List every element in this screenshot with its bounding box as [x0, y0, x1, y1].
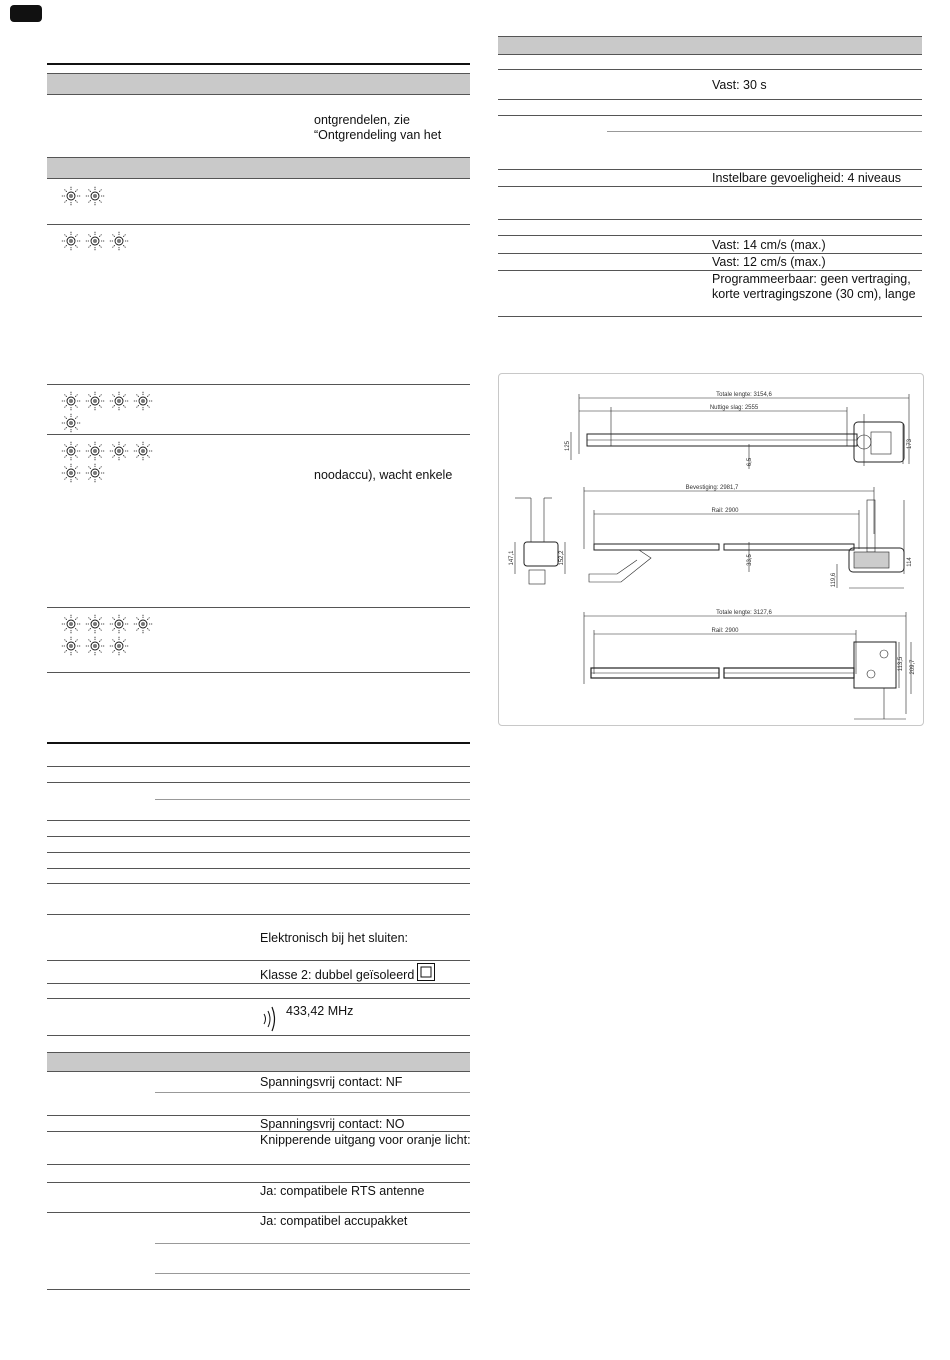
right-rule — [498, 99, 922, 100]
right-rule — [498, 186, 922, 187]
specs-rule — [47, 914, 470, 915]
led-flash-icon — [60, 185, 82, 207]
dim-119-6: 119,6 — [831, 572, 837, 588]
led-flash-icon — [132, 440, 154, 462]
dim-147-1: 147,1 — [509, 550, 515, 566]
led-flash-icon — [60, 613, 82, 635]
connections-subrule — [155, 1273, 470, 1274]
led-flash-icon — [108, 230, 130, 252]
led-table-header-band — [47, 157, 470, 179]
right-rule — [498, 253, 922, 254]
dim-rail-1: Rail: 2900 — [711, 508, 739, 514]
specs-rule — [47, 782, 470, 783]
flashing-output-text: Knipperende uitgang voor oranje licht: — [260, 1133, 471, 1147]
led-flash-icon — [108, 390, 130, 412]
right-rule — [498, 270, 922, 271]
ontgrendelen-text-2: “Ontgrendeling van het — [314, 128, 442, 142]
led-flash-icon — [108, 635, 130, 657]
row-divider — [47, 224, 470, 225]
dim-33-5: 33,5 — [747, 554, 753, 566]
led-flash-icon — [108, 440, 130, 462]
connections-subrule — [155, 1092, 470, 1093]
led-flash-icon — [60, 390, 82, 412]
dim-209-7: 209,7 — [910, 659, 916, 675]
right-rule — [498, 69, 922, 70]
dim-152-2: 152,2 — [559, 550, 565, 566]
specs-rule — [47, 998, 470, 999]
led-flash-icon — [84, 462, 106, 484]
led-flash-icon — [108, 613, 130, 635]
specs-rule — [47, 1035, 470, 1036]
connections-header-band — [47, 1052, 470, 1072]
specs-rule — [47, 960, 470, 961]
connections-subrule — [155, 1243, 470, 1244]
noodaccu-text: noodaccu), wacht enkele — [314, 468, 453, 482]
dim-173: 173 — [907, 438, 913, 450]
sensitivity-text: Instelbare gevoeligheid: 4 niveaus — [712, 171, 902, 185]
connections-rule — [47, 1212, 470, 1213]
dim-total-length-1: Totale lengte: 3154,6 — [716, 392, 772, 398]
right-rule — [498, 235, 922, 236]
specs-rule — [47, 836, 470, 837]
connections-rule — [47, 1115, 470, 1116]
dim-114: 114 — [907, 557, 913, 567]
led-flash-icon — [132, 613, 154, 635]
dim-113-5: 113,5 — [898, 656, 904, 672]
fixed-time-text: Vast: 30 s — [712, 78, 767, 92]
led-flash-icon — [84, 440, 106, 462]
led-flash-icon — [60, 462, 82, 484]
led-flash-icon — [60, 635, 82, 657]
rts-antenna-text: Ja: compatibele RTS antenne — [260, 1184, 425, 1198]
led-flash-icon — [84, 635, 106, 657]
led-flash-icon — [132, 390, 154, 412]
led-flash-icon — [60, 230, 82, 252]
right-rule — [498, 115, 922, 116]
specs-rule — [47, 868, 470, 869]
dim-fixing: Bevestiging: 2981,7 — [685, 485, 739, 491]
speed-2-text: Vast: 12 cm/s (max.) — [712, 255, 826, 269]
specs-rule — [47, 852, 470, 853]
class2-text: Klasse 2: dubbel geïsoleerd — [260, 968, 415, 982]
specs-rule — [47, 820, 470, 821]
connections-rule — [47, 1131, 470, 1132]
dim-rail-2: Rail: 2900 — [711, 628, 739, 634]
specs-top-rule — [47, 742, 470, 744]
contact-no-text: Spanningsvrij contact: NO — [260, 1117, 405, 1131]
speed-1-text: Vast: 14 cm/s (max.) — [712, 238, 826, 252]
right-subrule — [607, 131, 922, 132]
radio-wave-icon — [262, 1004, 278, 1034]
right-rule — [498, 219, 922, 220]
row-divider — [47, 607, 470, 608]
ontgrendelen-text-1: ontgrendelen, zie — [314, 113, 410, 127]
led-flash-icon — [84, 230, 106, 252]
specs-subrule — [155, 799, 470, 800]
dim-125: 125 — [565, 440, 571, 452]
battery-text: Ja: compatibel accupakket — [260, 1214, 408, 1228]
specs-rule — [47, 883, 470, 884]
led-flash-icon — [84, 185, 106, 207]
led-flash-icon — [60, 440, 82, 462]
right-table-header-band — [498, 36, 922, 55]
connections-rule — [47, 1182, 470, 1183]
dimension-drawing — [498, 373, 924, 726]
right-bottom-rule — [498, 316, 922, 317]
table-top-rule — [47, 63, 470, 65]
frequency-text: 433,42 MHz — [286, 1004, 354, 1018]
language-badge — [10, 5, 42, 22]
connections-bottom-rule — [47, 1289, 470, 1290]
specs-rule — [47, 983, 470, 984]
led-flash-icon — [84, 390, 106, 412]
right-rule — [498, 169, 922, 170]
electronic-closing-text: Elektronisch bij het sluiten: — [260, 931, 408, 945]
row-divider — [47, 384, 470, 385]
specs-rule — [47, 766, 470, 767]
dim-total-length-2: Totale lengte: 3127,6 — [716, 610, 772, 616]
dim-useful-stroke: Nuttige slag: 2555 — [709, 405, 759, 411]
connections-rule — [47, 1164, 470, 1165]
table-bottom-rule — [47, 672, 470, 673]
double-insulation-icon — [417, 963, 435, 981]
contact-nf-text: Spanningsvrij contact: NF — [260, 1075, 403, 1089]
dim-6-5: 6,5 — [747, 457, 753, 467]
led-flash-icon — [60, 412, 82, 434]
row-divider — [47, 434, 470, 435]
delay-text-2: korte vertragingszone (30 cm), lange — [712, 287, 916, 301]
delay-text-1: Programmeerbaar: geen vertraging, — [712, 272, 911, 286]
led-flash-icon — [84, 613, 106, 635]
table-header-band — [47, 73, 470, 95]
